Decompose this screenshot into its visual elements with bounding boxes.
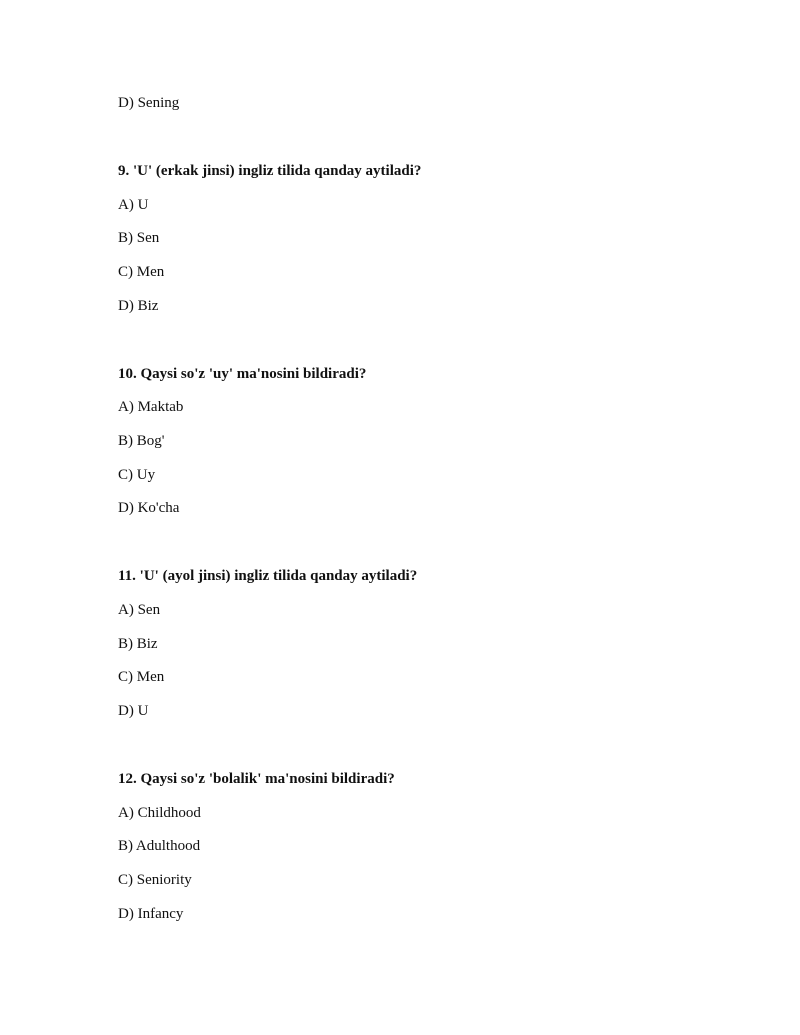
question-9: 9. 'U' (erkak jinsi) ingliz tilida qanday aytiladi? bbox=[118, 163, 422, 179]
q12-option-c: C) Seniority bbox=[118, 872, 192, 888]
q10-option-d: D) Ko'cha bbox=[118, 500, 180, 516]
q12-option-b: B) Adulthood bbox=[118, 838, 201, 854]
q12-option-a: A) Childhood bbox=[118, 805, 201, 821]
q9-option-d: D) Biz bbox=[118, 298, 159, 314]
q11-option-b: B) Biz bbox=[118, 636, 158, 652]
q9-option-b: B) Sen bbox=[118, 230, 160, 246]
question-10: 10. Qaysi so'z 'uy' ma'nosini bildiradi? bbox=[118, 366, 367, 382]
q9-option-a: A) U bbox=[118, 197, 149, 213]
q10-option-b: B) Bog' bbox=[118, 433, 165, 449]
q10-option-a: A) Maktab bbox=[118, 399, 184, 415]
q11-option-d: D) U bbox=[118, 703, 149, 719]
option-d-carryover: D) Sening bbox=[118, 95, 180, 111]
q11-option-a: A) Sen bbox=[118, 602, 161, 618]
q10-option-c: C) Uy bbox=[118, 467, 156, 483]
q9-option-c: C) Men bbox=[118, 264, 165, 280]
question-11: 11. 'U' (ayol jinsi) ingliz tilida qanday aytiladi? bbox=[118, 568, 418, 584]
q12-option-d: D) Infancy bbox=[118, 906, 184, 922]
q11-option-c: C) Men bbox=[118, 669, 165, 685]
question-12: 12. Qaysi so'z 'bolalik' ma'nosini bildiradi? bbox=[118, 771, 395, 787]
